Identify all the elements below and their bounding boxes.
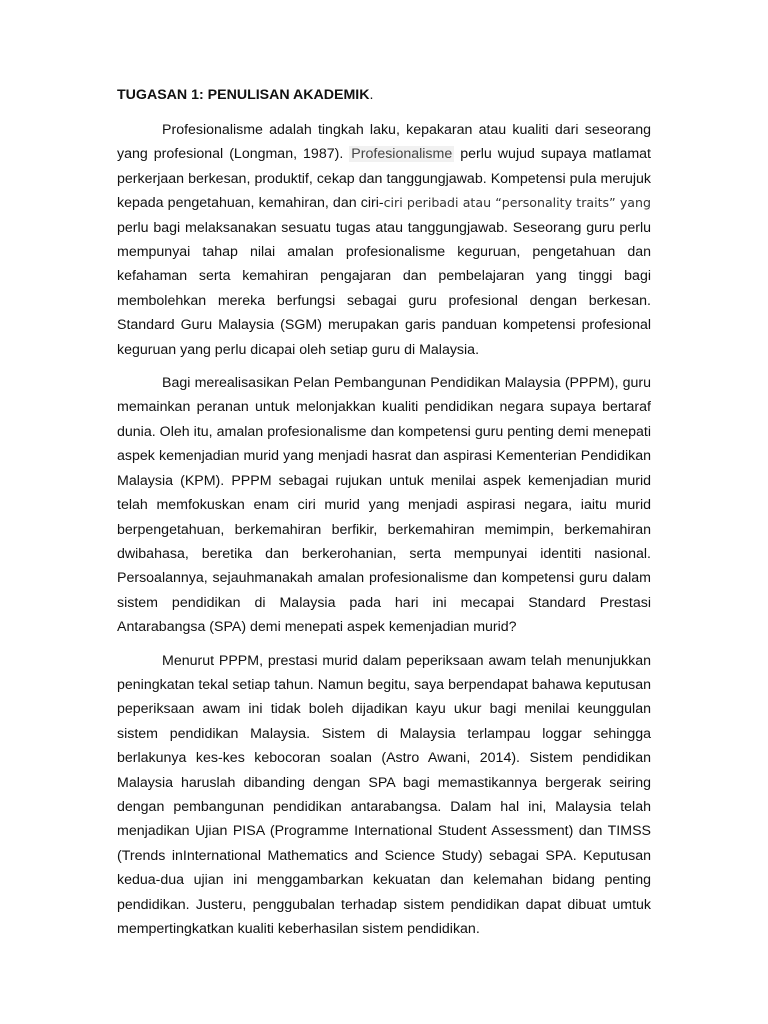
paragraph-1-alt-font-text: ciri peribadi atau “personality traits” yang — [383, 195, 651, 211]
paragraph-2: Bagi merealisasikan Pelan Pembangunan Pendidikan Malaysia (PPPM), guru memainkan peranan untuk melonjakkan kualiti pendidikan negara supaya bertaraf dunia. Oleh itu, amalan profesionalisme dan kompetensi guru penting demi menepati aspek kemenjadian murid yang menjadi hasrat dan aspirasi Kementerian Pendidikan Malaysia (KPM). PPPM sebagai rujukan untuk menilai aspek kemenjadian murid telah memfokuskan enam ciri murid yang menjadi aspirasi negara, iaitu murid berpengetahuan, berkemahiran berfikir, berkemahiran memimpin, berkemahiran dwibahasa, beretika dan berkerohanian, serta mempunyai identiti nasional. Persoalannya, sejauhmanakah amalan profesionalisme dan kompetensi guru dalam sistem pendidikan di Malaysia pada hari ini mecapai Standard Prestasi Antarabangsa (SPA) demi menepati aspek kemenjadian murid? — [117, 375, 651, 636]
highlighted-text: Profesionalisme — [351, 146, 453, 163]
document-page — [117, 83, 651, 950]
paragraph-1 — [117, 118, 651, 362]
paragraph-3: Menurut PPPM, prestasi murid dalam peperiksaan awam telah menunjukkan peningkatan tekal setiap tahun. Namun begitu, saya berpendapat bahawa keputusan peperiksaan awam ini tidak boleh dijadikan kayu ukur bagi menilai keunggulan sistem pendidikan Malaysia. Sistem di Malaysia terlampau loggar sehingga berlakunya kes-kes kebocoran soalan (Astro Awani, 2014). Sistem pendidikan Malaysia haruslah dibanding dengan SPA bagi memastikannya bergerak seiring dengan pembangunan pendidikan antarabangsa. Dalam hal ini, Malaysia telah menjadikan Ujian PISA (Programme International Student Assessment) dan TIMSS (Trends inInternational Mathematics and Science Study) sebagai SPA. Keputusan kedua-dua ujian ini menggambarkan kekuatan dan kelemahan bidang penting pendidikan. Justeru, penggubalan terhadap sistem pendidikan dapat dibuat umtuk mempertingkatkan kualiti keberhasilan sistem pendidikan. — [117, 652, 651, 937]
document-title-text: TUGASAN 1: PENULISAN AKADEMIK — [117, 87, 370, 103]
document-title-period: . — [369, 87, 374, 103]
paragraph-1-text-a: Profesionalisme adalah tingkah laku, kepakaran atau kualiti dari seseorang yang profesional (Longman, 1987). — [117, 122, 651, 163]
paragraph-1-text-c: perlu bagi melaksanakan sesuatu tugas atau tanggungjawab. Seseorang guru perlu mempunyai tahap nilai amalan profesionalisme keguruan, pengetahuan dan kefahaman serta kemahiran pengajaran dan pembelajaran yang tinggi bagi membolehkan mereka berfungsi sebagai guru profesional dengan berkesan. Standard Guru Malaysia (SGM) merupakan garis panduan kompetensi profesional keguruan yang perlu dicapai oleh setiap guru di Malaysia. — [117, 219, 651, 358]
document-title — [117, 83, 651, 107]
paragraph-1-text-b: perlu wujud supaya matlamat perkerjaan berkesan, produktif, cekap dan tanggungjawab. Kompetensi pula merujuk kepada pengetahuan, kemahiran, dan ciri- — [117, 146, 651, 212]
